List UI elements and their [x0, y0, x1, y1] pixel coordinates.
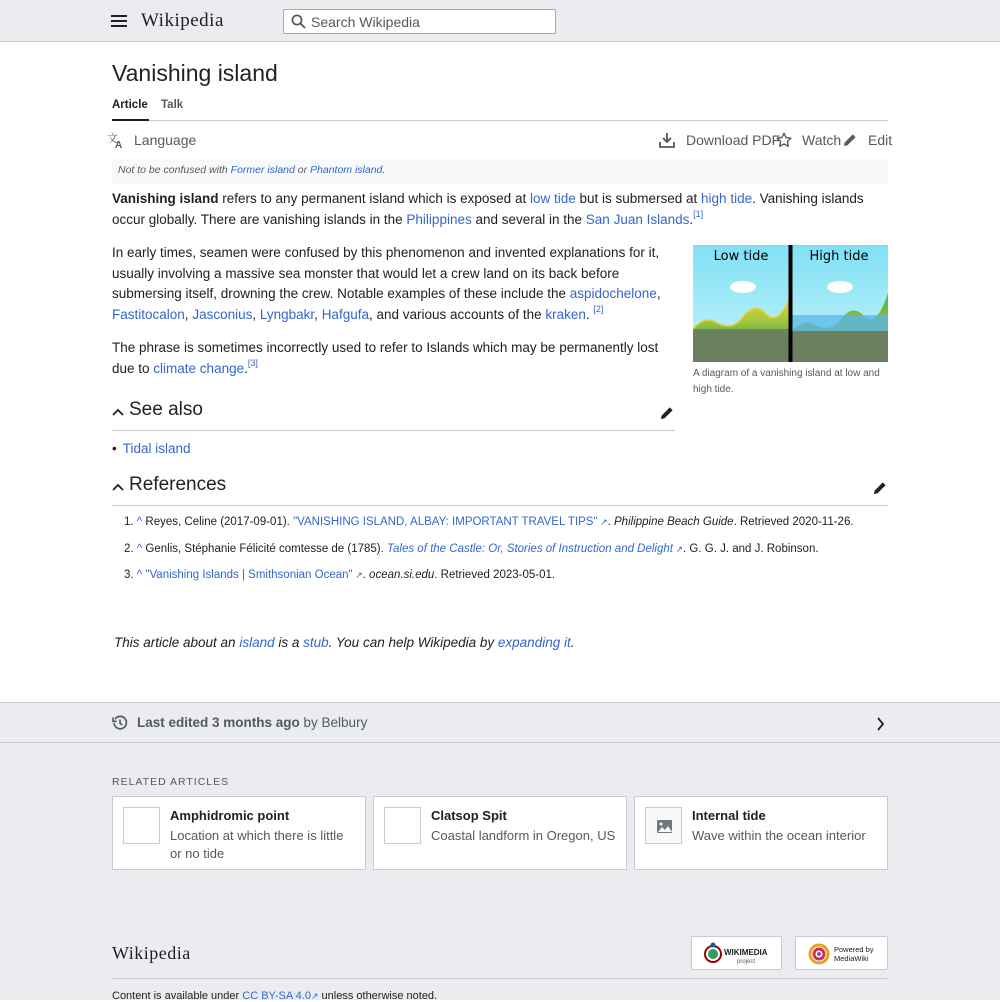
badge-text: MediaWiki: [834, 954, 869, 963]
intro-paragraph: [112, 189, 888, 230]
text: ,: [656, 286, 661, 301]
license-text: unless otherwise noted.: [318, 990, 438, 1002]
link-hafgufa[interactable]: Hafgufa: [321, 306, 369, 322]
mediawiki-logo-icon: [796, 937, 889, 971]
external-link-icon: ↗: [672, 543, 684, 554]
reference-item: 1. ^ Reyes, Celine (2017-09-01). "VANISHING ISLAND, ALBAY: IMPORTANT TRAVEL TIPS" ↗. Philippine Beach Guide. Retrieved 2020-11-26.: [124, 516, 854, 528]
tab-talk[interactable]: Talk: [161, 99, 184, 111]
text: and several in the: [471, 211, 586, 227]
last-edited-bar[interactable]: [0, 702, 1000, 743]
language-button[interactable]: [107, 128, 196, 152]
cloud-low: [730, 281, 756, 293]
text: refers to any permanent island which is exposed at: [218, 191, 530, 206]
link-jasconius[interactable]: Jasconius: [192, 306, 253, 322]
top-header: [0, 0, 1000, 42]
download-pdf-label: Download PDF: [686, 132, 781, 148]
text: ,: [252, 306, 260, 322]
svg-text:project: project: [737, 959, 756, 965]
text: .: [585, 306, 594, 322]
link-stub[interactable]: stub: [303, 635, 329, 650]
text: In early times, seamen were confused by this phenomenon and invented explanations for it, usually involving a massive sea monster that would let a crew land on its back before submersing itself, drowning the crew. Notable examples of these include the: [112, 245, 660, 301]
link-low-tide[interactable]: low tide: [529, 191, 576, 206]
related-card-description: Coastal landform in Oregon, US: [431, 828, 616, 843]
hatnote-text: .: [382, 164, 386, 176]
image-placeholder-icon: [645, 807, 682, 844]
edit-section-pencil-icon[interactable]: [872, 480, 888, 496]
text: The phrase is sometimes incorrectly used to refer to Islands which may be permanently lost due to: [112, 340, 659, 376]
backlink-caret[interactable]: ^: [136, 516, 143, 528]
external-link-icon: ↗: [310, 991, 319, 1001]
reference-number: 2.: [124, 542, 134, 555]
link-philippines[interactable]: Philippines: [406, 211, 472, 227]
link-high-tide[interactable]: high tide: [701, 191, 753, 206]
page-title: Vanishing island: [112, 60, 278, 86]
link-lyngbakr[interactable]: Lyngbakr: [259, 306, 315, 322]
related-card-description: Location at which there is little or no tide: [170, 828, 344, 861]
seabed-high: [791, 331, 888, 362]
thumbnail-placeholder: [384, 807, 421, 844]
link-tidal-island[interactable]: Tidal island: [122, 441, 191, 456]
reference-number: 1.: [124, 516, 134, 528]
reference-link[interactable]: "Vanishing Islands | Smithsonian Ocean": [145, 569, 353, 581]
text: but is submersed at: [575, 191, 702, 206]
citation-1[interactable]: [1]: [693, 208, 704, 219]
text: .: [244, 360, 248, 376]
star-icon: [776, 132, 792, 148]
footer-wikipedia-wordmark[interactable]: Wikipedia: [112, 943, 191, 963]
water-high-tide: [791, 315, 888, 331]
last-edited-text: [137, 715, 367, 730]
backlink-caret[interactable]: ^: [136, 569, 143, 581]
cloud-high: [827, 281, 853, 293]
edit-section-pencil-icon[interactable]: [659, 405, 675, 421]
related-card-internal-tide[interactable]: [634, 796, 888, 870]
link-san-juan-islands[interactable]: San Juan Islands: [585, 211, 690, 227]
download-pdf-button[interactable]: [659, 128, 780, 152]
text: . You can help Wikipedia by: [328, 635, 498, 650]
chevron-up-icon[interactable]: [112, 408, 124, 416]
tide-diagram-figure: [693, 245, 888, 397]
badge-text: Powered by: [834, 945, 874, 954]
seabed-low: [693, 329, 790, 362]
namespace-tabs: [112, 96, 888, 121]
wikimedia-logo-icon: [692, 937, 783, 971]
page-actions-bar: [107, 128, 893, 152]
language-label: Language: [134, 132, 197, 148]
related-card-title: Internal tide: [692, 808, 766, 823]
svg-text:A: A: [115, 140, 123, 149]
see-also-list: [112, 441, 191, 456]
references-section-header[interactable]: [112, 470, 888, 506]
wikipedia-wordmark[interactable]: Wikipedia: [141, 10, 224, 31]
reference-text: Reyes, Celine (2017-09-01).: [145, 516, 294, 528]
bold-term: Vanishing island: [112, 191, 219, 206]
license-text: Content is available under: [112, 990, 243, 1002]
reference-text: . G. G. J. and J. Robinson.: [683, 542, 819, 555]
svg-text:WIKIMEDIA: WIKIMEDIA: [724, 948, 768, 957]
history-icon: [112, 715, 128, 731]
reference-number: 3.: [124, 569, 134, 581]
pencil-icon: [842, 132, 858, 148]
link-fastitocalon[interactable]: Fastitocalon: [112, 306, 185, 322]
hatnote: [112, 159, 888, 184]
hatnote-text: or: [294, 164, 311, 176]
divider-line: [789, 245, 793, 362]
references-heading: References: [129, 474, 227, 495]
link-aspidochelone[interactable]: aspidochelone: [569, 286, 657, 301]
history-paragraph: [112, 243, 677, 325]
powered-by-mediawiki-badge[interactable]: [795, 936, 888, 970]
text: ,: [314, 306, 322, 322]
link-cc-by-sa[interactable]: CC BY-SA 4.0: [242, 990, 311, 1002]
reference-work: ocean.si.edu: [369, 569, 435, 581]
edit-label: Edit: [868, 132, 893, 148]
wikimedia-project-badge[interactable]: [691, 936, 782, 970]
hamburger-menu-icon[interactable]: [111, 12, 127, 30]
watch-label: Watch: [802, 132, 842, 148]
related-card-title: Clatsop Spit: [431, 808, 507, 823]
figure-caption: A diagram of a vanishing island at low and high tide.: [693, 368, 880, 395]
link-phantom-island[interactable]: Phantom island: [310, 164, 383, 176]
search-input[interactable]: [311, 12, 551, 31]
citation-2[interactable]: [2]: [593, 303, 604, 314]
text: is a: [274, 635, 304, 650]
link-kraken[interactable]: kraken: [545, 306, 586, 322]
related-card-clatsop-spit[interactable]: [373, 796, 627, 870]
search-box[interactable]: [283, 9, 556, 34]
references-list: [124, 516, 884, 596]
text: This article about an: [114, 635, 240, 650]
stub-notice: [114, 635, 574, 650]
tab-article[interactable]: Article: [112, 99, 149, 121]
high-tide-label: High tide: [809, 249, 869, 264]
text: ,: [184, 306, 193, 322]
last-edited-bold: Last edited 3 months ago: [137, 715, 300, 730]
reference-work: Philippine Beach Guide: [614, 516, 734, 528]
low-tide-label: Low tide: [713, 249, 769, 264]
license-notice: [112, 978, 888, 1002]
download-icon: [659, 132, 675, 148]
chevron-up-icon[interactable]: [112, 483, 124, 491]
link-climate-change[interactable]: climate change: [153, 360, 245, 376]
text: . Vanishing islands occur globally. There are vanishing islands in the: [112, 191, 864, 227]
thumbnail-placeholder: [123, 807, 160, 844]
reference-item: [124, 543, 884, 570]
link-former-island[interactable]: Former island: [230, 164, 295, 176]
link-expanding-it[interactable]: expanding it: [497, 635, 571, 650]
hatnote-text: Not to be confused with: [118, 164, 231, 176]
tide-diagram-image[interactable]: [693, 245, 888, 362]
related-card-title: Amphidromic point: [170, 808, 290, 823]
related-card-description: Wave within the ocean interior: [692, 828, 866, 843]
image-icon: [646, 808, 683, 845]
search-icon: [291, 14, 306, 29]
reference-text: . Retrieved 2023-05-01.: [434, 569, 556, 581]
citation-3[interactable]: [3]: [247, 357, 258, 368]
reference-link[interactable]: Tales of the Castle: Or, Stories of Instruction and Delight: [387, 542, 673, 555]
language-icon: [107, 131, 125, 149]
last-edited-author: by Belbury: [299, 715, 368, 730]
related-card-amphidromic-point[interactable]: [112, 796, 366, 870]
watch-button[interactable]: [776, 128, 841, 152]
see-also-section-header[interactable]: [112, 395, 675, 431]
reference-item: 3. ^ "Vanishing Islands | Smithsonian Ocean" ↗. ocean.si.edu. Retrieved 2023-05-01.: [124, 569, 556, 581]
text: .: [689, 211, 694, 227]
see-also-heading: See also: [129, 399, 203, 420]
chevron-right-icon: [876, 717, 885, 731]
text: , and various accounts of the: [368, 306, 546, 322]
edit-button[interactable]: [842, 128, 892, 152]
reference-text: Genlis, Stéphanie Félicité comtesse de (1785).: [145, 542, 388, 555]
external-link-icon: ↗: [597, 517, 608, 527]
list-item: [112, 441, 191, 456]
link-island[interactable]: island: [239, 635, 275, 650]
reference-link[interactable]: "VANISHING ISLAND, ALBAY: IMPORTANT TRAVEL TIPS": [293, 516, 598, 528]
backlink-caret[interactable]: ^: [136, 542, 143, 555]
text: .: [570, 635, 575, 650]
svg-text:文: 文: [107, 133, 118, 145]
related-articles-label: RELATED ARTICLES: [112, 776, 230, 788]
usage-paragraph: [112, 338, 677, 379]
external-link-icon: ↗: [352, 570, 363, 580]
reference-text: . Retrieved 2020-11-26.: [733, 516, 854, 528]
